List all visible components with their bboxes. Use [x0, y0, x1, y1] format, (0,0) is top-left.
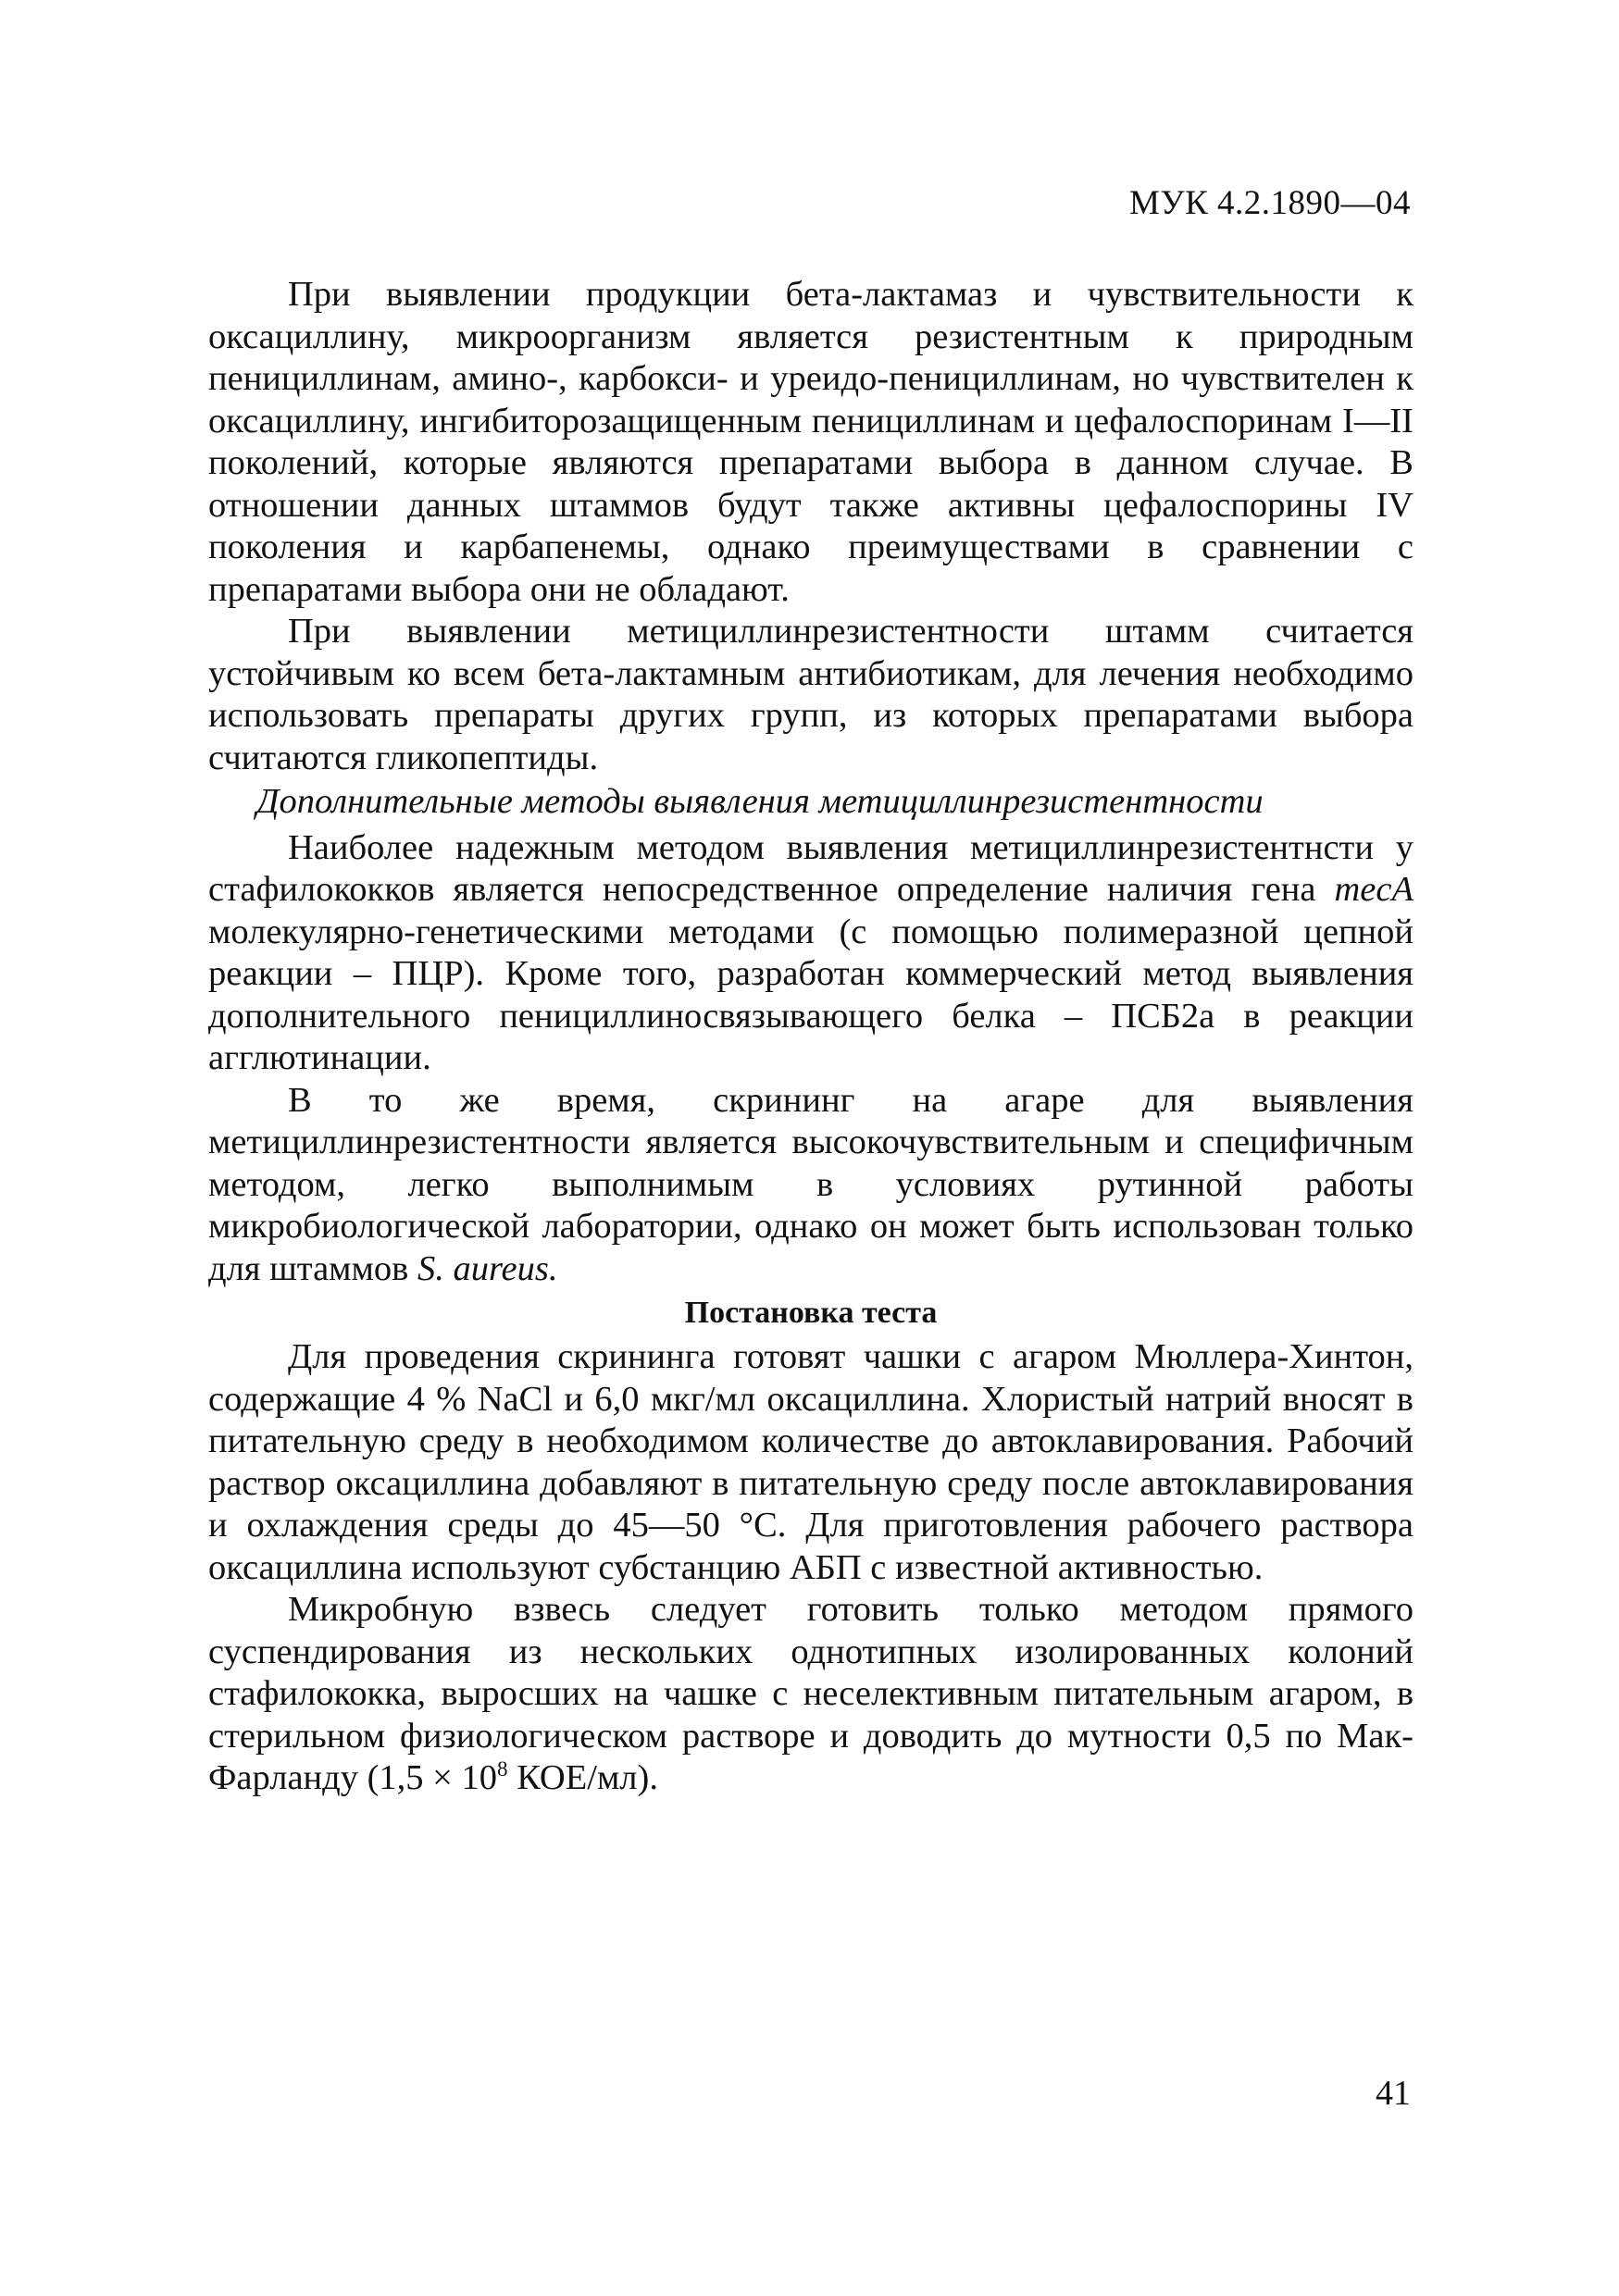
gene-name-meca: mecA: [1334, 870, 1414, 909]
paragraph-methicillin-resistance: При выявлении метициллинрезистентности штамм считается устойчивым ко всем бета-лактамным антибиотикам, для лечения необходимо использовать препараты других групп, из которых препаратами выбора считаются гликопептиды.: [208, 612, 1414, 777]
section-heading-test-setup: Постановка теста: [684, 1296, 938, 1330]
paragraph-beta-lactamase: При выявлении продукции бета-лактамаз и чувствительности к оксациллину, микроорганизм является резистентным к природным пенициллинам, амино-, карбокси- и уреидо-пенициллинам, но чувствителен к оксациллину, ингибиторозащищенным пенициллинам и цефалоспоринам I—II поколений, которые являются препаратами выбора в данном случае. В отношении данных штаммов будут также активны цефалоспорины IV поколения и карбапенемы, однако преимуществами в сравнении с препаратами выбора они не обладают.: [208, 275, 1414, 609]
screening-text: В то же время, скрининг на агаре для выявления метициллинрезистентности является высокочувствительным и специфичным методом, легко выполнимым в условиях рутинной работы микробиологической лаборатории, однако он может быть использован только для штаммов: [208, 1080, 1414, 1288]
meca-text-before: Наиболее надежным методом выявления метициллинрезистентнсти у стафилококков является непосредственное определение наличия гена: [208, 827, 1414, 909]
body-text: [208, 274, 1414, 1800]
document-code-header: МУК 4.2.1890—04: [1128, 184, 1411, 222]
exponent: 8: [497, 1756, 508, 1781]
page-number: 41: [1376, 2074, 1411, 2113]
paragraph-meca-detection: [208, 827, 1414, 1080]
meca-text-after: молекулярно-генетическими методами (с помощью полимеразной цепной реакции – ПЦР). Кроме того, разработан коммерческий метод выявления дополнительного пенициллиносвязывающего белка – ПСБ2а в реакции агглютинации.: [208, 912, 1414, 1077]
paragraph-agar-screening: [208, 1080, 1414, 1291]
species-name-s-aureus: S. aureus.: [417, 1248, 558, 1288]
suspension-text-before: Микробную взвесь следует готовить только методом прямого суспендирования из нескольких однотипных изолированных колоний стафилококка, выросших на чашке с неселективным питательным агаром, в стерильном физиологическом растворе и доводить до мутности 0,5 по Мак-Фарланду (1,5 × 10: [208, 1590, 1414, 1797]
section-heading-additional-methods: Дополнительные методы выявления метициллинрезистентности: [256, 782, 1264, 821]
suspension-text-after: КОЕ/мл).: [507, 1758, 658, 1797]
paragraph-microbial-suspension: [208, 1589, 1414, 1800]
paragraph-screening-plates: Для проведения скрининга готовят чашки с агаром Мюллера-Хинтон, содержащие 4 % NaCl и 6,0 мкг/мл оксациллина. Хлористый натрий вносят в питательную среду в необходимом количестве до автоклавирования. Рабочий раствор оксациллина добавляют в питательную среду после автоклавирования и охлаждения среды до 45—50 °С. Для приготовления рабочего раствора оксациллина используют субстанцию АБП с известной активностью.: [208, 1337, 1414, 1587]
